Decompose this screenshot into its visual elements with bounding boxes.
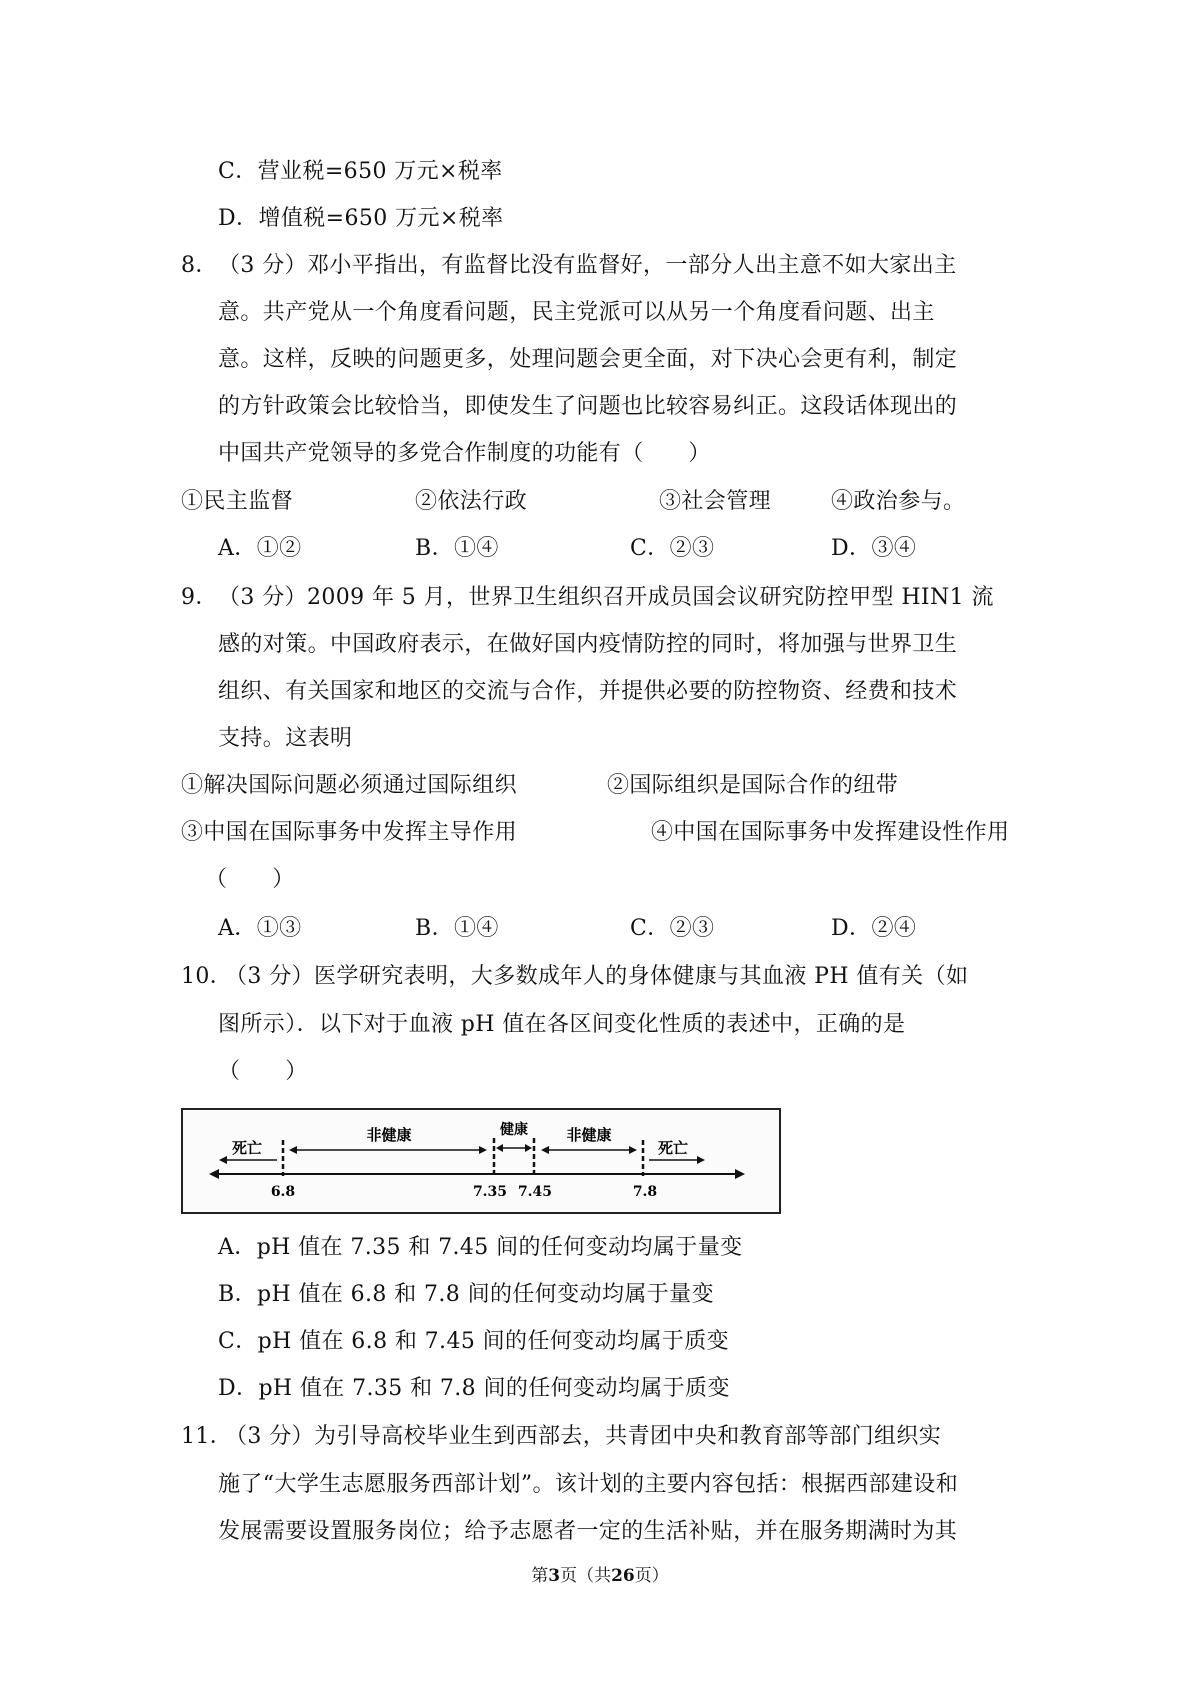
q11-line-1: （3 分）为引导高校毕业生到西部去，共青团中央和教育部等部门组织实: [225, 1424, 942, 1449]
q11-line-2: 施了“大学生志愿服务西部计划”。该计划的主要内容包括：根据西部建设和: [218, 1472, 959, 1497]
q8-line-4: 的方针政策会比较恰当，即使发生了问题也比较容易纠正。这段话体现出的: [218, 394, 958, 419]
q11-line-3: 发展需要设置服务岗位；给予志愿者一定的生活补贴，并在服务期满时为其: [218, 1519, 958, 1544]
q8-option-d: D．③④: [831, 536, 917, 561]
q9-option-b: B．①④: [415, 916, 499, 941]
q7-option-d-letter: D．: [218, 206, 259, 231]
q7-option-d-text: 增值税=650 万元×税率: [258, 206, 504, 231]
q8-option-c: C．②③: [630, 536, 715, 561]
q8-item-3: ③社会管理: [659, 489, 772, 514]
healthy-arrowhead-r: [525, 1144, 532, 1152]
q9-item-2: ②国际组织是国际合作的纽带: [607, 773, 899, 798]
footer-pre: 第: [531, 1566, 549, 1586]
label-death-right: 死亡: [657, 1139, 689, 1157]
q8-item-2: ②依法行政: [415, 489, 528, 514]
q9-line-4: 支持。这表明: [218, 726, 353, 751]
q7-option-c-letter: C．: [218, 159, 258, 184]
q8-item-1: ①民主监督: [181, 489, 294, 514]
label-unhealthy-right: 非健康: [566, 1126, 612, 1144]
q7-option-d: [218, 208, 504, 230]
q10-option-b: B．pH 值在 6.8 和 7.8 间的任何变动均属于量变: [218, 1282, 714, 1307]
q10-number: 10．: [181, 964, 233, 989]
death-left-arrowhead: [219, 1156, 227, 1164]
q9-item-3: ③中国在国际事务中发挥主导作用: [181, 820, 518, 845]
tick-label-7-8: 7.8: [632, 1184, 658, 1200]
q9-line-1: （3 分）2009 年 5 月，世界卫生组织召开成员国会议研究防控甲型 HIN1 流: [218, 585, 994, 610]
q10-line-2: 图所示）．以下对于血液 pH 值在各区间变化性质的表述中，正确的是: [218, 1012, 906, 1037]
death-right-arrowhead: [697, 1156, 705, 1164]
unhealthy-left-arrowhead-l: [289, 1146, 297, 1154]
q8-option-a: A．①②: [218, 536, 302, 561]
q9-answer-paren: （ ）: [205, 867, 295, 892]
label-unhealthy-left: 非健康: [366, 1126, 412, 1144]
footer-post: 页）: [634, 1566, 669, 1586]
footer-total-pages: 26: [611, 1566, 635, 1586]
unhealthy-right-arrowhead-l: [541, 1146, 549, 1154]
q9-line-2: 感的对策。中国政府表示，在做好国内疫情防控的同时，将加强与世界卫生: [218, 632, 958, 657]
healthy-arrowhead-l: [496, 1144, 503, 1152]
q8-line-2: 意。共产党从一个角度看问题，民主党派可以从另一个角度看问题、出主: [218, 300, 935, 325]
q10-option-d: D．pH 值在 7.35 和 7.8 间的任何变动均属于质变: [218, 1376, 730, 1401]
q9-option-d: D．②④: [831, 916, 917, 941]
ph-axis-arrow-left: [209, 1169, 219, 1179]
q8-line-3: 意。这样，反映的问题更多，处理问题会更全面，对下决心会更有利，制定: [218, 347, 958, 372]
q9-item-1: ①解决国际问题必须通过国际组织: [181, 773, 518, 798]
unhealthy-left-arrowhead-r: [479, 1146, 487, 1154]
q9-number: 9．: [181, 585, 218, 610]
q8-line-5: 中国共产党领导的多党合作制度的功能有（ ）: [218, 441, 711, 466]
label-healthy: 健康: [500, 1122, 528, 1138]
ph-number-line-svg: [183, 1110, 779, 1212]
page-footer: [0, 1568, 1200, 1585]
tick-label-7-35: 7.35: [472, 1184, 508, 1200]
q7-option-c-text: 营业税=650 万元×税率: [257, 159, 503, 184]
q8-number: 8．: [181, 253, 218, 278]
q10-line-1: （3 分）医学研究表明，大多数成年人的身体健康与其血液 PH 值有关（如: [225, 964, 969, 989]
ph-axis-arrow-right: [735, 1169, 745, 1179]
footer-mid: 页（共: [560, 1566, 612, 1586]
tick-label-7-45: 7.45: [517, 1184, 553, 1200]
q7-option-c: [218, 161, 503, 183]
ph-number-line-figure: [181, 1108, 781, 1214]
q10-option-c: C．pH 值在 6.8 和 7.45 间的任何变动均属于质变: [218, 1329, 730, 1354]
q10-option-a: A．pH 值在 7.35 和 7.45 间的任何变动均属于量变: [218, 1235, 743, 1260]
q9-option-c: C．②③: [630, 916, 715, 941]
q9-option-a: A．①③: [218, 916, 302, 941]
q8-option-b: B．①④: [415, 536, 499, 561]
footer-page-number: 3: [548, 1566, 561, 1586]
q9-line-3: 组织、有关国家和地区的交流与合作，并提供必要的防控物资、经费和技术: [218, 679, 958, 704]
label-death-left: 死亡: [231, 1139, 263, 1157]
q8-item-4: ④政治参与。: [831, 489, 966, 514]
q11-number: 11．: [181, 1424, 233, 1449]
q10-line-3: （ ）: [218, 1059, 308, 1084]
q9-item-4: ④中国在国际事务中发挥建设性作用: [651, 820, 1010, 845]
q8-line-1: （3 分）邓小平指出，有监督比没有监督好，一部分人出主意不如大家出主: [218, 253, 957, 278]
tick-label-6-8: 6.8: [270, 1184, 296, 1200]
unhealthy-right-arrowhead-r: [629, 1146, 637, 1154]
